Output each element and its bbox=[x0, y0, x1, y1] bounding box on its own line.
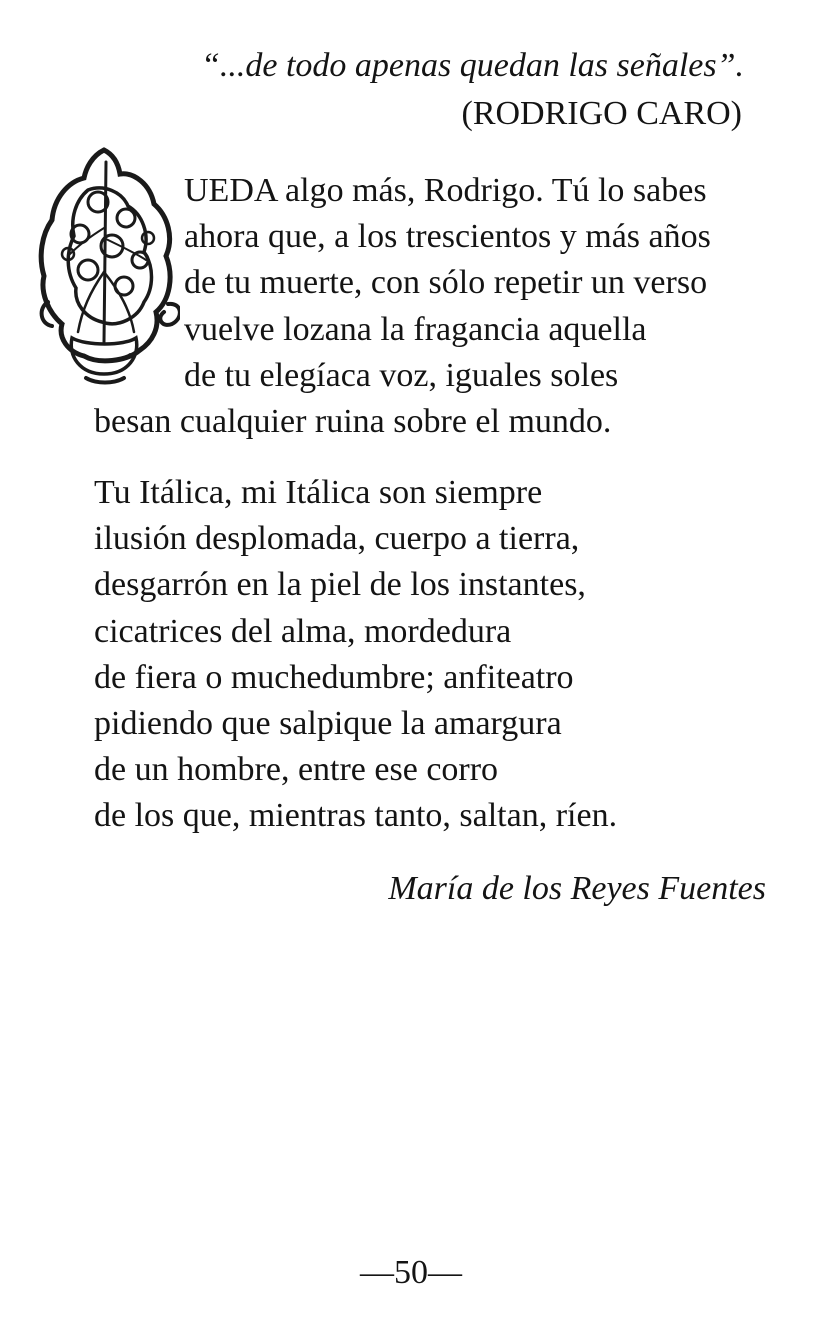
verse-line: desgarrón en la piel de los instantes, bbox=[94, 566, 586, 604]
verse-line: de tu elegíaca voz, iguales soles bbox=[184, 356, 619, 394]
poem-signature: María de los Reyes Fuentes bbox=[388, 870, 766, 907]
page-number: —50— bbox=[360, 1254, 462, 1291]
epigraph bbox=[201, 42, 744, 138]
verse-line: vuelve lozana la fragancia aquella bbox=[184, 310, 647, 348]
verse-line: ahora que, a los trescientos y más años bbox=[184, 218, 711, 256]
verse-line: de los que, mientras tanto, saltan, ríen. bbox=[94, 797, 618, 835]
verse-line: Tu Itálica, mi Itálica son siempre bbox=[94, 474, 543, 511]
verse-line: besan cualquier ruina sobre el mundo. bbox=[94, 403, 612, 441]
stanza-1 bbox=[94, 168, 711, 445]
verse-line: de fiera o muchedumbre; anfiteatro bbox=[94, 658, 574, 696]
verse-line: cicatrices del alma, mordedura bbox=[94, 612, 512, 650]
stanza-2 bbox=[94, 470, 617, 840]
epigraph-quote: “...de todo apenas quedan las señales”. bbox=[200, 47, 744, 84]
verse-line: pidiendo que salpique la amargura bbox=[94, 705, 562, 743]
verse-line: ilusión desplomada, cuerpo a tierra, bbox=[94, 520, 580, 558]
verse-line: de tu muerte, con sólo repetir un verso bbox=[184, 264, 708, 302]
verse-line: UEDA algo más, Rodrigo. Tú lo sabes bbox=[184, 172, 707, 209]
epigraph-author: (RODRIGO CARO) bbox=[461, 95, 742, 132]
verse-line: de un hombre, entre ese corro bbox=[94, 751, 499, 789]
